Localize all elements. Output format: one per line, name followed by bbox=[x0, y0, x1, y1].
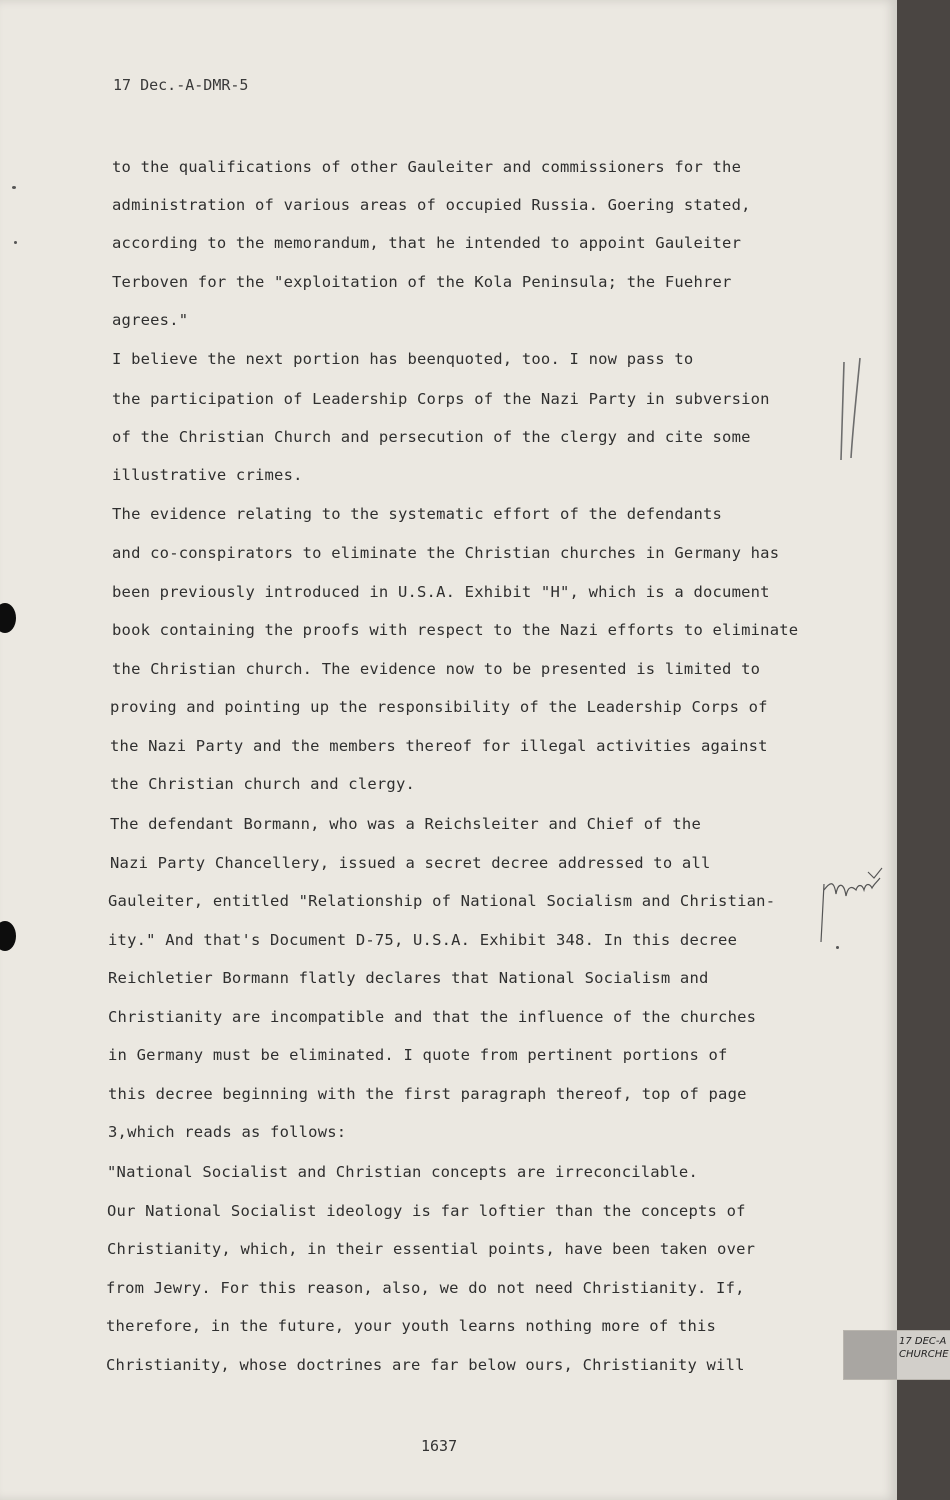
text-line: Christianity, whose doctrines are far below ours, Christianity will bbox=[106, 1356, 745, 1374]
handwritten-margin-note bbox=[810, 860, 890, 950]
text-line: book containing the proofs with respect to the Nazi efforts to eliminate bbox=[112, 621, 799, 639]
text-line: 3,which reads as follows: bbox=[108, 1123, 347, 1141]
text-line: in Germany must be eliminated. I quote from pertinent portions of bbox=[108, 1046, 728, 1064]
text-line: therefore, in the future, your youth learns nothing more of this bbox=[106, 1317, 717, 1335]
text-line: The evidence relating to the systematic effort of the defendants bbox=[112, 505, 723, 523]
text-line: the Christian church. The evidence now to be presented is limited to bbox=[112, 660, 761, 678]
text-line: proving and pointing up the responsibility of the Leadership Corps of bbox=[110, 698, 768, 716]
text-line: the Nazi Party and the members thereof for illegal activities against bbox=[110, 737, 768, 755]
text-line: this decree beginning with the first paragraph thereof, top of page bbox=[108, 1085, 747, 1103]
punch-hole-top bbox=[0, 603, 16, 633]
text-line: of the Christian Church and persecution of the clergy and cite some bbox=[112, 428, 751, 446]
text-line: Christianity are incompatible and that the influence of the churches bbox=[108, 1008, 757, 1026]
text-line: agrees." bbox=[112, 311, 189, 329]
text-line: ity." And that's Document D-75, U.S.A. Exhibit 348. In this decree bbox=[108, 931, 738, 949]
text-line: illustrative crimes. bbox=[112, 466, 303, 484]
text-line: and co-conspirators to eliminate the Christian churches in Germany has bbox=[112, 544, 780, 562]
text-line: Our National Socialist ideology is far loftier than the concepts of bbox=[107, 1202, 746, 1220]
text-line: administration of various areas of occupied Russia. Goering stated, bbox=[112, 196, 751, 214]
text-line: I believe the next portion has beenquoted, too. I now pass to bbox=[112, 350, 694, 368]
text-line: Terboven for the "exploitation of the Kola Peninsula; the Fuehrer bbox=[112, 273, 732, 291]
page-number: 1637 bbox=[421, 1437, 458, 1455]
punch-hole-bottom bbox=[0, 921, 16, 951]
archive-index-tab bbox=[843, 1330, 950, 1380]
tab-shade bbox=[844, 1331, 897, 1379]
text-line: Nazi Party Chancellery, issued a secret decree addressed to all bbox=[110, 854, 711, 872]
document-header: 17 Dec.-A-DMR-5 bbox=[113, 76, 249, 94]
text-line: Reichletier Bormann flatly declares that National Socialism and bbox=[108, 969, 709, 987]
text-line: The defendant Bormann, who was a Reichsleiter and Chief of the bbox=[110, 815, 701, 833]
tab-label: 17 DEC-A CHURCHE bbox=[899, 1336, 949, 1360]
text-line: according to the memorandum, that he intended to appoint Gauleiter bbox=[112, 234, 742, 252]
margin-dot bbox=[12, 186, 16, 189]
text-line: Gauleiter, entitled "Relationship of National Socialism and Christian- bbox=[108, 892, 776, 910]
text-line: been previously introduced in U.S.A. Exhibit "H", which is a document bbox=[112, 583, 770, 601]
text-line: "National Socialist and Christian concepts are irreconcilable. bbox=[107, 1163, 698, 1181]
text-line: Christianity, which, in their essential points, have been taken over bbox=[107, 1240, 756, 1258]
text-line: from Jewry. For this reason, also, we do not need Christianity. If, bbox=[106, 1279, 745, 1297]
text-line: to the qualifications of other Gauleiter and commissioners for the bbox=[112, 158, 742, 176]
text-line: the Christian church and clergy. bbox=[110, 775, 416, 793]
text-line: the participation of Leadership Corps of the Nazi Party in subversion bbox=[112, 390, 770, 408]
margin-dot bbox=[14, 241, 17, 244]
margin-double-line-mark bbox=[830, 350, 870, 470]
